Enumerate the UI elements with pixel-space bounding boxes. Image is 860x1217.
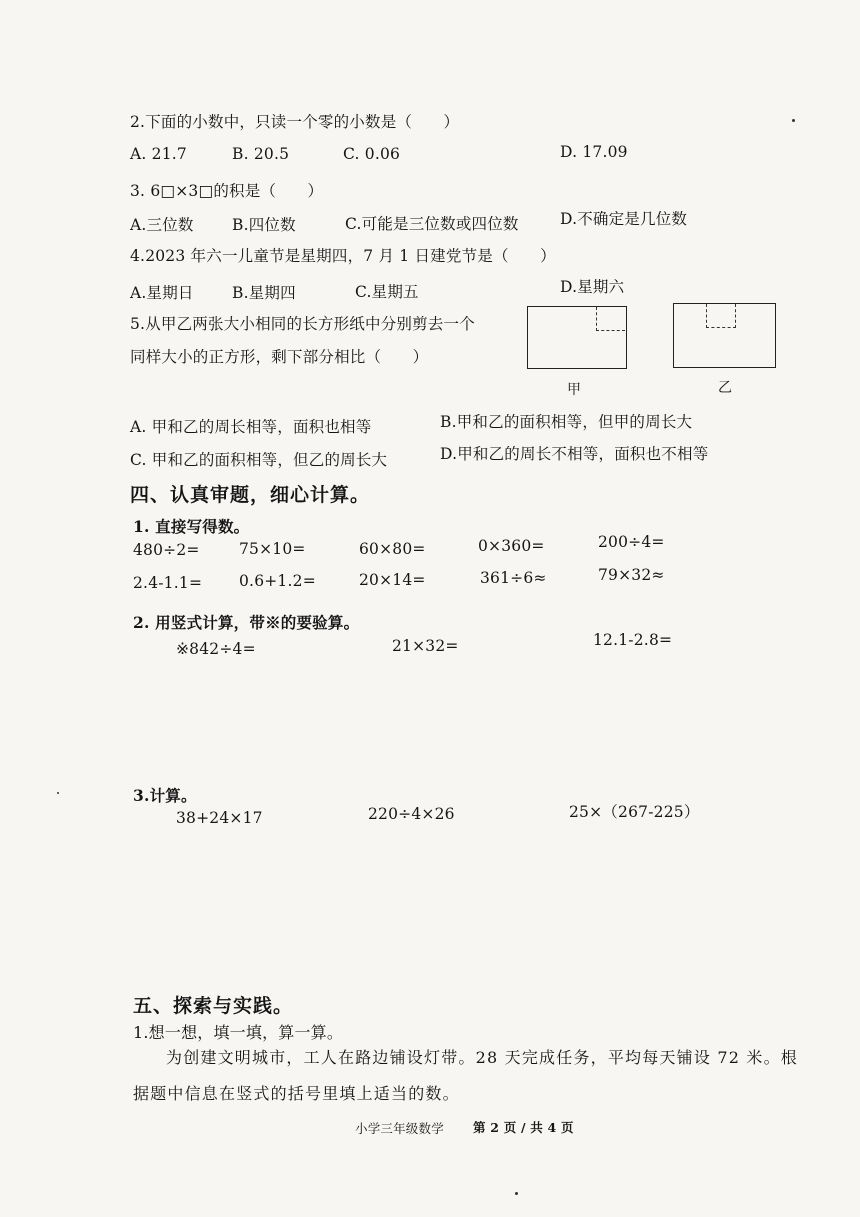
oral-calc-item: 79×32≈ xyxy=(598,566,665,584)
q3-option-d: D.不确定是几位数 xyxy=(560,210,688,228)
oral-calc-item: 200÷4= xyxy=(598,533,665,551)
q2-stem: 2.下面的小数中，只读一个零的小数是（ ） xyxy=(130,113,460,131)
q5-stem-line2: 同样大小的正方形，剩下部分相比（ ） xyxy=(130,348,429,366)
footer-page-number: 第 2 页 / 共 4 页 xyxy=(473,1120,574,1135)
mixed-calc-item: 220÷4×26 xyxy=(368,805,455,823)
oral-calc-item: 20×14= xyxy=(359,571,426,589)
q5-option-c: C. 甲和乙的面积相等，但乙的周长大 xyxy=(130,451,388,469)
q4-option-d: D.星期六 xyxy=(560,278,625,296)
section4-p3-title: 3.计算。 xyxy=(133,786,197,805)
oral-calc-item: 0.6+1.2= xyxy=(239,572,316,590)
vertical-calc-item: 21×32= xyxy=(392,637,459,655)
oral-calc-item: 0×360= xyxy=(478,537,545,555)
q5-option-b: B.甲和乙的面积相等，但甲的周长大 xyxy=(440,413,693,431)
q4-option-a: A.星期日 xyxy=(130,284,194,302)
q5-option-d: D.甲和乙的周长不相等，面积也不相等 xyxy=(440,445,709,463)
figure-label-yi: 乙 xyxy=(718,380,733,396)
vertical-calc-item: ※842÷4= xyxy=(176,640,256,658)
figure-label-jia: 甲 xyxy=(567,382,582,398)
q3-option-a: A.三位数 xyxy=(130,216,194,234)
cut-square-jia xyxy=(596,307,625,331)
oral-calc-item: 60×80= xyxy=(359,540,426,558)
oral-calc-item: 2.4-1.1= xyxy=(133,574,203,592)
section4-p1-title: 1. 直接写得数。 xyxy=(133,517,250,536)
q4-stem: 4.2023 年六一儿童节是星期四，7 月 1 日建党节是（ ） xyxy=(130,247,556,265)
q4-option-b: B.星期四 xyxy=(232,284,296,302)
q2-option-a: A. 21.7 xyxy=(130,145,187,163)
cut-square-yi xyxy=(706,304,736,328)
section4-p2-title: 2. 用竖式计算，带※的要验算。 xyxy=(133,613,360,632)
q2-option-d: D. 17.09 xyxy=(560,143,628,161)
scan-speck xyxy=(792,119,795,122)
q4-option-c: C.星期五 xyxy=(355,283,419,301)
mixed-calc-item: 25×（267-225） xyxy=(569,803,700,821)
oral-calc-item: 75×10= xyxy=(239,540,306,558)
section5-title: 五、探索与实践。 xyxy=(133,995,294,1017)
oral-calc-item: 361÷6≈ xyxy=(480,569,547,587)
q3-stem: 3. 6□×3□的积是（ ） xyxy=(130,182,324,200)
scan-speck xyxy=(57,792,59,794)
q5-option-a: A. 甲和乙的周长相等，面积也相等 xyxy=(130,418,372,436)
problem-text-line2: 据题中信息在竖式的括号里填上适当的数。 xyxy=(133,1084,460,1103)
vertical-calc-item: 12.1-2.8= xyxy=(593,631,673,649)
section5-p1-title: 1.想一想，填一填，算一算。 xyxy=(133,1023,344,1042)
oral-calc-item: 480÷2= xyxy=(133,541,200,559)
scan-speck xyxy=(515,1192,518,1195)
problem-text-line1: 为创建文明城市，工人在路边铺设灯带。28 天完成任务，平均每天铺设 72 米。根 xyxy=(166,1048,798,1067)
q3-option-b: B.四位数 xyxy=(232,216,296,234)
q5-stem-line1: 5.从甲乙两张大小相同的长方形纸中分别剪去一个 xyxy=(130,315,475,333)
mixed-calc-item: 38+24×17 xyxy=(176,809,263,827)
q2-option-c: C. 0.06 xyxy=(343,145,401,163)
section4-title: 四、认真审题，细心计算。 xyxy=(130,484,371,506)
q2-option-b: B. 20.5 xyxy=(232,145,290,163)
q3-option-c: C.可能是三位数或四位数 xyxy=(345,215,519,233)
footer-subject: 小学三年级数学 xyxy=(355,1121,444,1136)
